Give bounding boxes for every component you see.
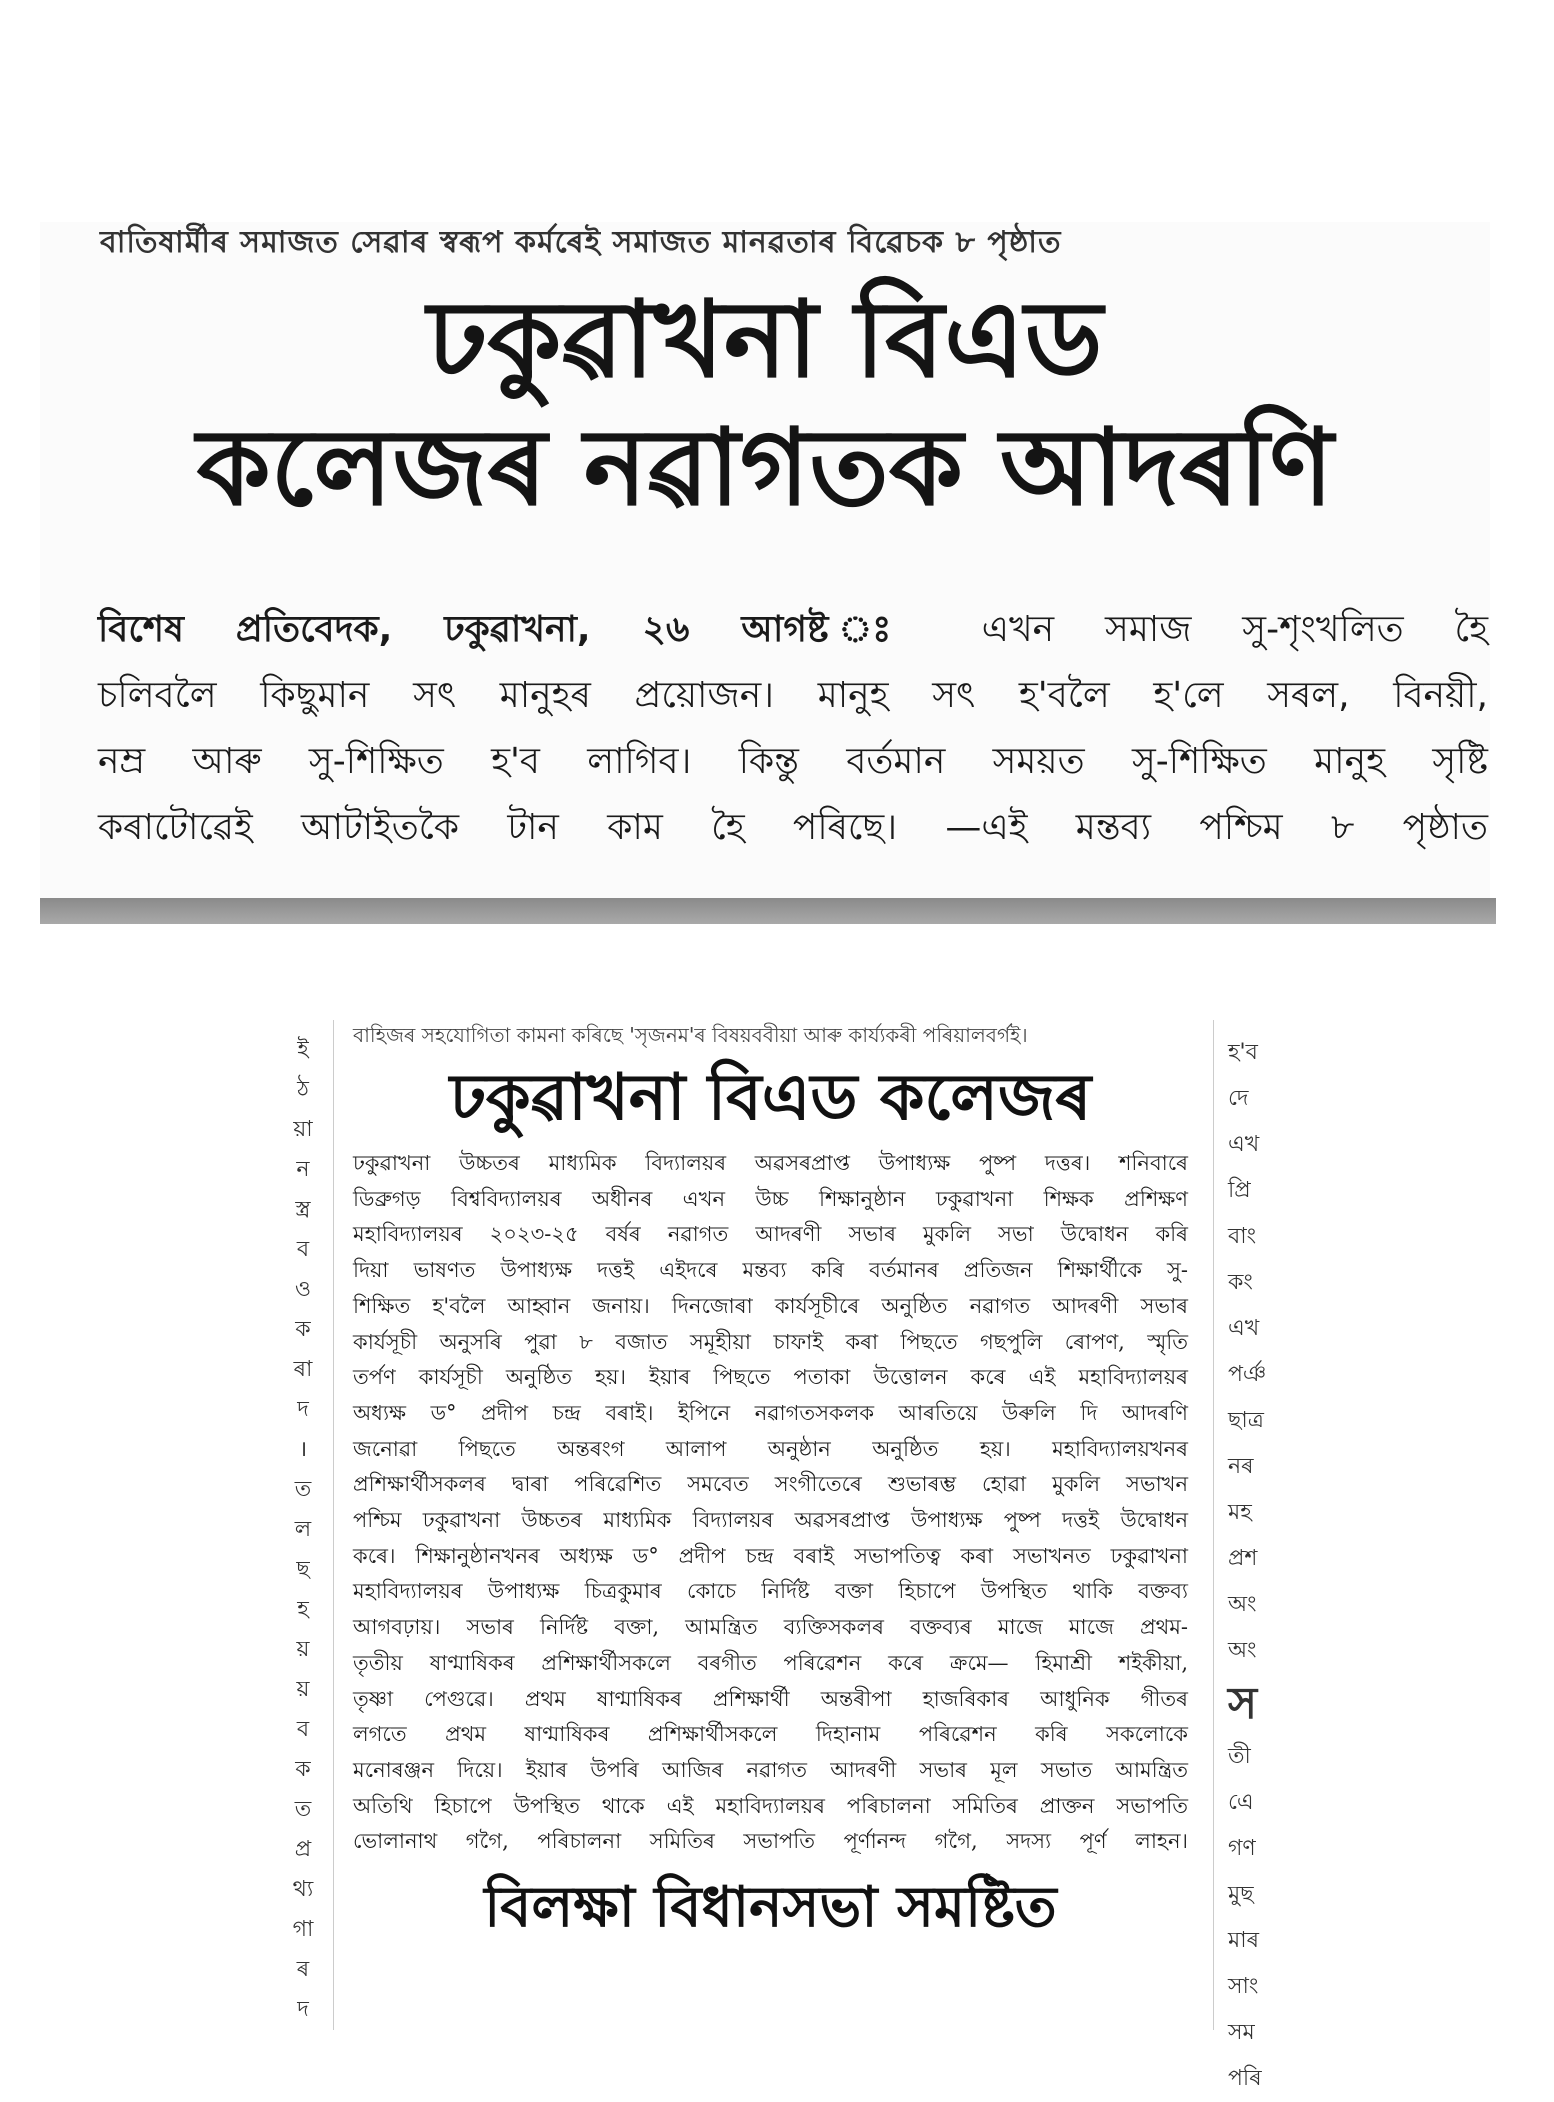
left-column-fragment: ৰ bbox=[296, 1957, 310, 1982]
clipping-shadow-band bbox=[40, 898, 1496, 924]
body-line: তৰ্পণ কাৰ্যসূচী অনুষ্ঠিত হয়। ইয়াৰ পিছতে পতাকা উত্তোলন কৰে এই মহাবিদ্যালয়ৰ bbox=[353, 1365, 1188, 1390]
right-column-fragment: পৰি bbox=[1228, 2066, 1262, 2091]
left-column-fragment: হ bbox=[297, 1597, 309, 1622]
body-line: অধ্যক্ষ ড° প্ৰদীপ চন্দ্ৰ বৰাই। ইপিনে নৱাগতসকলক আৰতিয়ে উৰুলি দি আদৰণি bbox=[353, 1400, 1188, 1425]
right-column-fragment: তী bbox=[1228, 1744, 1251, 1769]
left-column-fragment: থ্য bbox=[292, 1877, 314, 1902]
article-body bbox=[353, 1146, 1188, 1860]
left-column-fragment: ও bbox=[294, 1277, 312, 1302]
body-line: ভোলানাথ গগৈ, পৰিচালনা সমিতিৰ সভাপতি পূৰ্ণানন্দ গগৈ, সদস্য পূৰ্ণ লাহন। bbox=[353, 1829, 1188, 1854]
right-column-fragment: কং bbox=[1228, 1270, 1253, 1295]
left-column-rule bbox=[333, 1020, 334, 2030]
lead-paragraph bbox=[98, 597, 1488, 861]
cut-off-previous-line: বাতিষাৰ্মীৰ সমাজত সেৱাৰ স্বৰূপ কৰ্মৰেই সমাজত মানৱতাৰ বিৱেচক ৮ পৃষ্ঠাত bbox=[100, 225, 1062, 260]
body-line: প্ৰশিক্ষাৰ্থীসকলৰ দ্বাৰা পৰিৱেশিত সমবেত সংগীতেৰে শুভাৰম্ভ হোৱা মুকলি সভাখন bbox=[353, 1472, 1188, 1497]
body-line: মহাবিদ্যালয়ৰ ২০২৩-২৫ বৰ্ষৰ নৱাগত আদৰণী সভাৰ মুকলি সভা উদ্বোধন কৰি bbox=[353, 1222, 1188, 1247]
article-title: ঢকুৱাখনা বিএড কলেজৰ bbox=[449, 1061, 1092, 1135]
left-column-fragment: ব bbox=[296, 1237, 310, 1262]
lead-line-3: নম্ৰ আৰু সু-শিক্ষিত হ'ব লাগিব। কিন্তু বৰ্তমান সময়ত সু-শিক্ষিত মানুহ সৃষ্টি bbox=[98, 741, 1488, 782]
left-column-fragment: স্ত্ৰ bbox=[295, 1197, 311, 1222]
body-line: মহাবিদ্যালয়ৰ উপাধ্যক্ষ চিত্ৰকুমাৰ কোচে নিৰ্দিষ্ট বক্তা হিচাপে উপস্থিত থাকি বক্তব্য bbox=[353, 1579, 1188, 1604]
right-column-rule bbox=[1213, 1020, 1214, 2030]
body-line: ডিব্ৰুগড় বিশ্ববিদ্যালয়ৰ অধীনৰ এখন উচ্চ শিক্ষানুষ্ঠান ঢকুৱাখনা শিক্ষক প্ৰশিক্ষণ bbox=[353, 1186, 1188, 1211]
left-column-fragment: ব bbox=[296, 1717, 310, 1742]
left-column-fragment: ই bbox=[297, 1037, 309, 1062]
body-line: তৃতীয় ষাণ্মাষিকৰ প্ৰশিক্ষাৰ্থীসকলে বৰগীত পৰিৱেশন কৰে ক্ৰমে— হিমাশ্ৰী শইকীয়া, bbox=[353, 1650, 1188, 1675]
right-column-fragment: মহ bbox=[1228, 1500, 1252, 1525]
body-line: অতিথি হিচাপে উপস্থিত থাকে এই মহাবিদ্যালয়ৰ পৰিচালনা সমিতিৰ প্ৰাক্তন সভাপতি bbox=[353, 1793, 1188, 1818]
body-line: জনোৱা পিছতে অন্তৰংগ আলাপ অনুষ্ঠান অনুষ্ঠিত হয়। মহাবিদ্যালয়খনৰ bbox=[353, 1436, 1188, 1461]
body-line: শিক্ষিত হ'বলৈ আহ্বান জনায়। দিনজোৰা কাৰ্যসূচীৰে অনুষ্ঠিত নৱাগত আদৰণী সভাৰ bbox=[353, 1293, 1188, 1318]
body-line: কৰে। শিক্ষানুষ্ঠানখনৰ অধ্যক্ষ ড° প্ৰদীপ চন্দ্ৰ বৰাই সভাপতিত্ব কৰা সভাখনত ঢকুৱাখনা bbox=[353, 1543, 1188, 1568]
left-column-fragment: ক bbox=[295, 1757, 311, 1782]
left-neighbor-column bbox=[283, 1030, 323, 2030]
next-article-headline: বিলক্ষা বিধানসভা সমষ্টিত bbox=[484, 1875, 1057, 1941]
right-column-fragment: অং bbox=[1228, 1592, 1257, 1617]
body-line: দিয়া ভাষণত উপাধ্যক্ষ দত্তই এইদৰে মন্তব্য কৰি বৰ্তমানৰ প্ৰতিজন শিক্ষাৰ্থীকে সু- bbox=[353, 1258, 1188, 1283]
left-column-fragment: ত bbox=[294, 1477, 312, 1502]
body-line: মনোৰঞ্জন দিয়ে। ইয়াৰ উপৰি আজিৰ নৱাগত আদৰণী সভাৰ মূল সভাত আমন্ত্ৰিত bbox=[353, 1757, 1188, 1782]
lead-line-1 bbox=[98, 597, 1488, 663]
article-column bbox=[353, 1020, 1188, 1941]
left-column-fragment: ঠ bbox=[297, 1077, 309, 1102]
left-column-fragment: ৰা bbox=[293, 1357, 313, 1382]
news-clipping-top bbox=[40, 222, 1490, 902]
left-column-fragment: দ bbox=[297, 1397, 309, 1422]
right-column-fragment: প্ৰশ bbox=[1228, 1546, 1258, 1571]
right-column-fragment: অং bbox=[1228, 1638, 1257, 1663]
left-column-fragment: ল bbox=[294, 1517, 312, 1542]
lead-line-2: চলিবলৈ কিছুমান সৎ মানুহৰ প্ৰয়োজন। মানুহ সৎ হ'বলৈ হ'লে সৰল, বিনয়ী, bbox=[98, 675, 1488, 716]
right-column-fragment: মাৰ bbox=[1228, 1928, 1259, 1953]
right-column-fragment: হ'ব bbox=[1228, 1040, 1258, 1065]
right-column-fragment: প্ৰি bbox=[1228, 1178, 1251, 1203]
headline-line-2: কলেজৰ নৱাগতক আদৰণি bbox=[196, 406, 1334, 529]
right-column-fragment: সাং bbox=[1228, 1974, 1259, 1999]
left-column-fragment: প্ৰ bbox=[294, 1837, 312, 1862]
headline-line-1: ঢকুৱাখনা বিএড bbox=[427, 278, 1103, 401]
right-column-fragment: বাং bbox=[1228, 1224, 1257, 1249]
left-column-fragment: দ bbox=[297, 1997, 309, 2022]
left-column-fragment: ছ bbox=[296, 1557, 310, 1582]
body-line: তৃষ্ণা পেগুৱে। প্ৰথম ষাণ্মাষিকৰ প্ৰশিক্ষাৰ্থী অন্তৰীপা হাজৰিকাৰ আধুনিক গীতৰ bbox=[353, 1686, 1188, 1711]
left-column-fragment: য় bbox=[296, 1677, 310, 1702]
left-column-fragment: গা bbox=[292, 1917, 314, 1942]
left-column-fragment: য় bbox=[296, 1637, 310, 1662]
right-column-fragment: সম bbox=[1228, 2020, 1255, 2045]
body-line: কাৰ্যসূচী অনুসৰি পুৱা ৮ বজাত সমূহীয়া চাফাই কৰা পিছতে গছপুলি ৰোপণ, স্মৃতি bbox=[353, 1329, 1188, 1354]
body-line: পশ্চিম ঢকুৱাখনা উচ্চতৰ মাধ্যমিক বিদ্যালয়ৰ অৱসৰপ্ৰাপ্ত উপাধ্যক্ষ পুষ্প দত্তই উদ্বোধন bbox=[353, 1508, 1188, 1533]
right-column-fragment: গণ bbox=[1228, 1836, 1256, 1861]
right-column-fragment: স bbox=[1228, 1678, 1258, 1729]
news-clipping-bottom bbox=[283, 1020, 1283, 2091]
right-column-fragment: দে bbox=[1228, 1086, 1249, 1111]
right-column-fragment: পৰ্ঞ bbox=[1228, 1362, 1267, 1387]
lead-line-1-rest: এখন সমাজ সু-শৃংখলিত হৈ bbox=[981, 609, 1488, 650]
cut-off-previous-line: বাহিজৰ সহযোগিতা কামনা কৰিছে 'সৃজনম'ৰ বিষয়ববীয়া আৰু কাৰ্য্যকৰী পৰিয়ালবৰ্গই। bbox=[353, 1023, 1028, 1047]
right-column-fragment: মুছ bbox=[1228, 1882, 1254, 1907]
left-column-fragment: । bbox=[298, 1437, 308, 1462]
right-column-fragment: এে bbox=[1228, 1790, 1254, 1815]
body-line: ঢকুৱাখনা উচ্চতৰ মাধ্যমিক বিদ্যালয়ৰ অৱসৰপ্ৰাপ্ত উপাধ্যক্ষ পুষ্প দত্তৰ। শনিবাৰে bbox=[353, 1151, 1188, 1175]
right-column-fragment: এখ bbox=[1228, 1316, 1260, 1341]
left-column-fragment: ক bbox=[295, 1317, 311, 1342]
left-column-fragment: ন bbox=[296, 1157, 310, 1182]
body-line: আগবঢ়ায়। সভাৰ নিৰ্দিষ্ট বক্তা, আমন্ত্ৰিত ব্যক্তিসকলৰ বক্তব্যৰ মাজে মাজে প্ৰথম- bbox=[353, 1615, 1188, 1640]
right-neighbor-column bbox=[1228, 1030, 1283, 2102]
left-column-fragment: য়া bbox=[293, 1117, 313, 1142]
right-column-fragment: এখ bbox=[1228, 1132, 1260, 1157]
right-column-fragment: ছাত্ৰ bbox=[1228, 1408, 1264, 1433]
right-column-fragment: নৰ bbox=[1228, 1454, 1254, 1479]
left-column-fragment: ত bbox=[294, 1797, 312, 1822]
body-line: লগতে প্ৰথম ষাণ্মাষিকৰ প্ৰশিক্ষাৰ্থীসকলে দিহানাম পৰিৱেশন কৰি সকলোকে bbox=[353, 1722, 1188, 1747]
dateline: বিশেষ প্ৰতিবেদক, ঢকুৱাখনা, ২৬ আগষ্ট ঃ bbox=[98, 609, 931, 650]
lead-line-4: কৰাটোৱেই আটাইতকৈ টান কাম হৈ পৰিছে। —এই মন্তব্য পশ্চিম ৮ পৃষ্ঠাত bbox=[98, 807, 1488, 848]
